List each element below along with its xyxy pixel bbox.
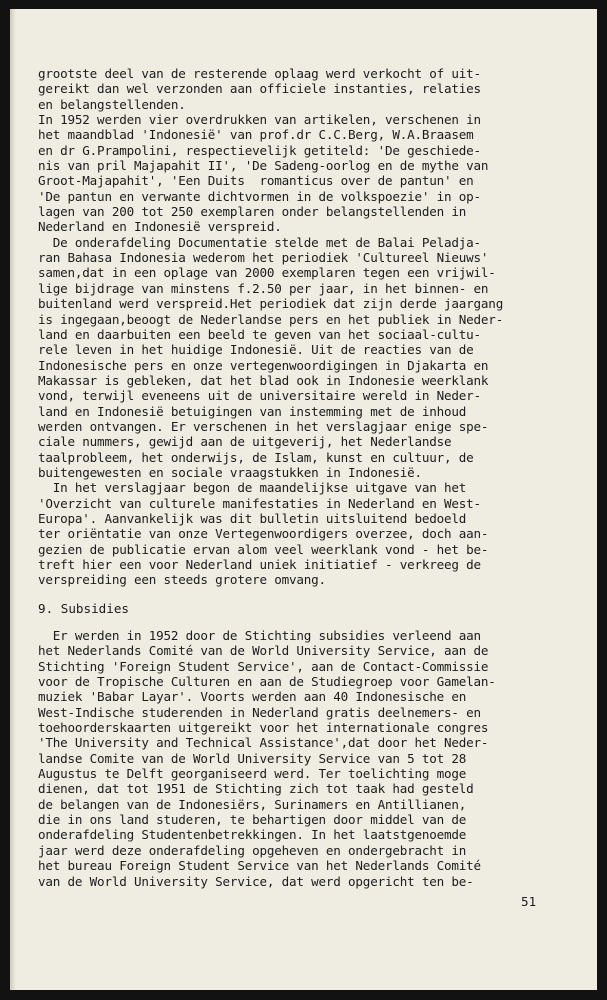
text-line: muziek 'Babar Layar'. Voorts werden aan 40 Indonesische en bbox=[38, 689, 467, 705]
text-line: taalprobleem, het onderwijs, de Islam, kunst en cultuur, de bbox=[38, 449, 474, 465]
text-line: ter oriëntatie van onze Vertegenwoordigers overzee, doch aan- bbox=[38, 526, 489, 542]
body-text-bottom bbox=[38, 628, 546, 889]
text-line: verspreiding een steeds grotere omvang. bbox=[38, 572, 326, 588]
text-line: van de World University Service, dat werd opgericht ten be- bbox=[38, 873, 474, 889]
text-line: ran Bahasa Indonesia wederom het periodiek 'Cultureel Nieuws' bbox=[38, 250, 489, 266]
text-line: voor de Tropische Culturen en aan de Studiegroep voor Gamelan- bbox=[38, 674, 496, 690]
text-line: 'The University and Technical Assistance',dat door het Neder- bbox=[38, 735, 489, 751]
text-line: gereikt dan wel verzonden aan officiele instanties, relaties bbox=[38, 81, 481, 97]
text-line: Groot-Majapahit', 'Een Duits romanticus over de pantun' en bbox=[38, 173, 474, 189]
body-text-top bbox=[38, 66, 546, 588]
text-line: het bureau Foreign Student Service van het Nederlands Comité bbox=[38, 858, 481, 874]
text-line: West-Indische studerenden in Nederland gratis deelnemers- en bbox=[38, 704, 481, 720]
text-line: dienen, dat tot 1951 de Stichting zich tot taak had gesteld bbox=[38, 781, 474, 797]
text-line: gezien de publicatie ervan alom veel weerklank vond - het be- bbox=[38, 541, 489, 557]
text-line: en belangstellenden. bbox=[38, 96, 186, 112]
text-line: 'Overzicht van culturele manifestaties in Nederland en West- bbox=[38, 495, 481, 511]
text-line: In 1952 werden vier overdrukken van artikelen, verschenen in bbox=[38, 112, 481, 128]
text-line: 'De pantun en verwante dichtvormen in de volkspoezie' in op- bbox=[38, 188, 481, 204]
text-line: ciale nummers, gewijd aan de uitgeverij, het Nederlandse bbox=[38, 434, 452, 450]
scanned-page bbox=[10, 9, 597, 990]
text-line: jaar werd deze onderafdeling opgeheven en ondergebracht in bbox=[38, 842, 467, 858]
text-line: vond, terwijl eveneens uit de universitaire wereld in Neder- bbox=[38, 388, 481, 404]
text-line: Nederland en Indonesië verspreid. bbox=[38, 219, 282, 235]
text-line: landse Comite van de World University Service van 5 tot 28 bbox=[38, 750, 467, 766]
section-heading: 9. Subsidies bbox=[38, 601, 129, 616]
text-line: De onderafdeling Documentatie stelde met de Balai Peladja- bbox=[38, 234, 481, 250]
text-line: het maandblad 'Indonesië' van prof.dr C.C.Berg, W.A.Braasem bbox=[38, 127, 474, 143]
text-line: buitengewesten en sociale vraagstukken in Indonesië. bbox=[38, 464, 422, 480]
text-line: treft hier een voor Nederland uniek initiatief - verkreeg de bbox=[38, 557, 481, 572]
text-line: en dr G.Prampolini, respectievelijk getiteld: 'De geschiede- bbox=[38, 142, 481, 158]
text-line: het Nederlands Comité van de World University Service, aan de bbox=[38, 643, 489, 659]
text-line: rele leven in het huidige Indonesië. Uit de reacties van de bbox=[38, 342, 474, 358]
text-line: onderafdeling Studentenbetrekkingen. In het laatstgenoemde bbox=[38, 827, 467, 843]
text-line: Augustus te Delft georganiseerd werd. Ter toelichting moge bbox=[38, 766, 467, 782]
text-line: Makassar is gebleken, dat het blad ook in Indonesie weerklank bbox=[38, 372, 489, 388]
text-line: samen,dat in een oplage van 2000 exemplaren tegen een vrijwil- bbox=[38, 265, 496, 281]
text-line: Indonesische pers en onze vertegenwoordigingen in Djakarta en bbox=[38, 357, 489, 373]
text-line: In het verslagjaar begon de maandelijkse uitgave van het bbox=[38, 480, 467, 496]
text-line: lige bijdrage van minstens f.2.50 per jaar, in het binnen- en bbox=[38, 280, 489, 296]
text-line: land en daarbuiten een beeld te geven van het sociaal-cultu- bbox=[38, 326, 481, 342]
text-line: nis van pril Majapahit II', 'De Sadeng-oorlog en de mythe van bbox=[38, 158, 489, 174]
text-line: lagen van 200 tot 250 exemplaren onder belangstellenden in bbox=[38, 204, 467, 220]
page-number: 51 bbox=[521, 894, 537, 909]
text-line: buitenland werd verspreid.Het periodiek dat zijn derde jaargang bbox=[38, 296, 504, 312]
text-line: Er werden in 1952 door de Stichting subsidies verleend aan bbox=[38, 628, 481, 643]
text-line: land en Indonesië betuigingen van instemming met de inhoud bbox=[38, 403, 467, 419]
text-line: de belangen van de Indonesiërs, Surinamers en Antillianen, bbox=[38, 796, 467, 812]
text-line: is ingegaan,beoogt de Nederlandse pers en het publiek in Neder- bbox=[38, 311, 504, 327]
text-line: Stichting 'Foreign Student Service', aan de Contact-Commissie bbox=[38, 658, 489, 674]
text-line: werden ontvangen. Er verschenen in het verslagjaar enige spe- bbox=[38, 418, 489, 434]
page-gutter-shadow bbox=[10, 9, 16, 990]
text-line: die in ons land studeren, te behartigen door middel van de bbox=[38, 812, 467, 828]
text-line: toehoorderskaarten uitgereikt voor het internationale congres bbox=[38, 720, 489, 736]
text-line: Europa'. Aanvankelijk was dit bulletin uitsluitend bedoeld bbox=[38, 510, 467, 526]
text-line: grootste deel van de resterende oplaag werd verkocht of uit- bbox=[38, 66, 481, 81]
